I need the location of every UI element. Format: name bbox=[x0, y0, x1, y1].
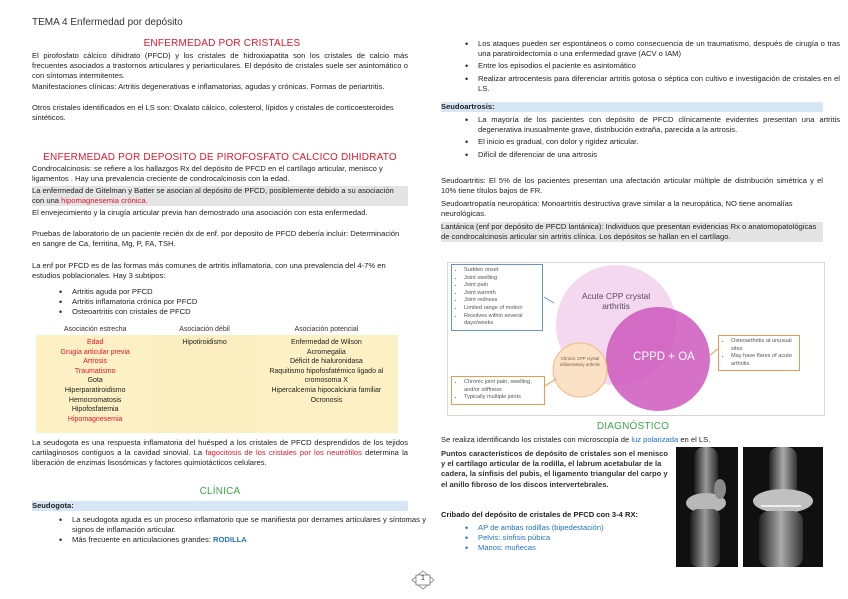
list-item: • La seudogota aguda es un proceso inflamatorio que se manifiesta por derrames articulares y síntomas y signos de inflamación articular. bbox=[72, 515, 426, 535]
strong-association-item: Artrosis bbox=[83, 358, 108, 366]
strong-association-item: Edad bbox=[86, 339, 104, 346]
list-item: • Osteoarthritis at unusual sites bbox=[731, 338, 796, 353]
list-item: • Resolves within several days/weeks bbox=[464, 313, 539, 328]
list-item: • Realizar artrocentesis para diferenciar artritis gotosa o séptica con cultivo e investigación de cristales en el LS. bbox=[478, 74, 840, 94]
potential-association-item: cromosoma X bbox=[304, 377, 348, 385]
subtypes-list bbox=[54, 287, 412, 318]
association-table bbox=[36, 325, 398, 433]
list-item: • Joint warmth bbox=[464, 290, 539, 298]
list-item: • Limited range of motion bbox=[464, 305, 539, 313]
section-title-diagnostico: DIAGNÓSTICO bbox=[596, 421, 670, 432]
potential-association-item: Raquitismo hipofosfatémico ligado al bbox=[269, 367, 384, 375]
list-item: • May have flares of acute arthritis bbox=[731, 353, 796, 368]
list-item: • Sudden onset bbox=[464, 267, 539, 275]
gitelman-paragraph: La enfermedad de Gitelman y Batter se asocian al depósito de PFCD, posiblemente debido a su asociación con una hipomagnesemia crónica. bbox=[32, 186, 408, 206]
lantanica-paragraph: Lantánica (enf por depósito de PFCD lantánica): Individuos que presentan evidencias Rx o anatomopatológicas de condrocalcinosis articular sin artritis clínica. Los depósitos se hallan en el cartílago. bbox=[441, 222, 823, 242]
strong-association-item: Traumatismo bbox=[74, 367, 116, 375]
list-item: • Pelvis: sínfisis púbica bbox=[478, 533, 688, 543]
hipomagnesemia-highlight: hipomagnesemia crónica. bbox=[61, 196, 148, 206]
section-title-pfcd: ENFERMEDAD POR DEPOSITO DE PIROFOSFATO CALCICO DIHIDRATO bbox=[43, 152, 397, 163]
weak-association-cell bbox=[154, 335, 254, 433]
crystals-paragraph-1: El pirofosfato cálcico dihidrato (PFCD) y los cristales de hidroxiapatita son los cristales de calcio más frecuentes asociados a trastornos articulares y periarticulares. El depósito de cristales suele ser asintomático o con síntomas intermitentes. bbox=[32, 51, 408, 81]
strong-association-item: Hemocromatosis bbox=[68, 396, 122, 404]
potential-association-cell bbox=[255, 335, 398, 433]
attacks-list bbox=[460, 39, 840, 94]
list-item: • Joint swelling bbox=[464, 275, 539, 283]
diagnosis-paragraph-1: Se realiza identificando los cristales con microscopía de luz polarizada en el LS. bbox=[441, 435, 711, 444]
list-item: • Manos: muñecas bbox=[478, 543, 688, 553]
aging-paragraph: El envejecimiento y la cirugía articular previa han demostrado una asociación con esta enfermedad. bbox=[32, 208, 368, 217]
strong-association-item: Hipomagnesemia bbox=[67, 415, 123, 423]
seudogota-list bbox=[54, 515, 426, 546]
strong-association-item: Grugía articular previa bbox=[60, 348, 130, 356]
seudoartritis-paragraph: Seudoartritis: El 5% de los pacientes presentan una afectación articular múltiple de distribución simétrica y el 10% tiene títulos bajos de FR. bbox=[441, 176, 823, 196]
list-item: • Artritis inflamatoria crónica por PFCD bbox=[72, 297, 412, 307]
section-title-clinica: CLÍNICA bbox=[199, 486, 241, 497]
potential-association-item: Acromegalia bbox=[306, 348, 346, 356]
list-item: • Más frecuente en articulaciones grandes: RODILLA bbox=[72, 535, 426, 545]
table-header: Asociación débil bbox=[179, 326, 230, 334]
seudoartrosis-list bbox=[460, 115, 840, 160]
potential-association-item: Ocronosis bbox=[310, 396, 343, 404]
list-item: • Typically multiple joints bbox=[464, 394, 541, 402]
potential-association-item: Enfermedad de Wilson bbox=[290, 339, 362, 346]
oa-features-box bbox=[718, 335, 800, 371]
page-number: 1 bbox=[421, 575, 425, 582]
knee-xray-lateral bbox=[676, 447, 738, 567]
chronic-cpp-circle bbox=[553, 343, 607, 397]
diagnosis-paragraph-2: Puntos característicos de depósito de cristales son el menisco y el cartílago articular de la rodilla, el labrum acetabular de la cadera, la sínfisis del pubis, el ligamento triangular del carpo y el anillo fibroso de los discos intervertebrales. bbox=[441, 449, 669, 489]
page-number-badge bbox=[411, 570, 435, 590]
strong-association-item: Hipofosfatemia bbox=[71, 406, 119, 414]
chronic-features-box bbox=[451, 376, 545, 405]
list-item: • El inicio es gradual, con dolor y rigidez articular. bbox=[478, 137, 840, 147]
neuropatica-paragraph: Seudoartropatía neuropática: Monoartritis destructiva grave similar a la neuropática, NO tiene anomalías neurológicas. bbox=[441, 199, 793, 219]
seudogota-heading: Seudogota: bbox=[32, 501, 408, 511]
list-item: • Chronic joint pain, swelling, and/or stiffness bbox=[464, 379, 541, 394]
cppd-venn-diagram bbox=[447, 262, 825, 416]
prevalence-paragraph: La enf por PFCD es de las formas más comunes de artritis inflamatoria, con una prevalencia del 4-7% en estudios poblacionales. Hay 3 subtipos: bbox=[32, 261, 386, 281]
condrocalcinosis-paragraph: Condrocalcinosis: se refiere a los hallazgos Rx del depósito de PFCD en el cartílago articular, menisco y ligamentos . Hay una prevalencia creciente de condrocalcinosis con la edad. bbox=[32, 164, 383, 184]
acute-features-box bbox=[451, 264, 543, 331]
lab-tests-paragraph: Pruebas de laboratorio de un paciente recién dx de enf. por deposito de PFCD debería incluir: Determinación en sangre de Ca, ferritina, Mg, P, FA, TSH. bbox=[32, 229, 400, 249]
acute-cpp-label: Acute CPP crystal arthritis bbox=[581, 291, 651, 311]
list-item: • Joint pain bbox=[464, 282, 539, 290]
strong-association-item: Gota bbox=[87, 377, 103, 385]
list-item: • Difícil de diferenciar de una artrosis bbox=[478, 150, 840, 160]
chronic-cpp-label: Chronic CPP crystal inflammatory arthritis bbox=[560, 356, 600, 367]
table-header: Asociación estrecha bbox=[63, 326, 127, 334]
rx-list bbox=[460, 523, 688, 554]
strong-association-item: Hiperparatiroidismo bbox=[64, 386, 126, 394]
rodilla-highlight: RODILLA bbox=[213, 535, 247, 545]
list-item: • Entre los episodios el paciente es asintomático bbox=[478, 61, 840, 71]
cppd-oa-label: CPPD + OA bbox=[633, 351, 695, 363]
document-title: TEMA 4 Enfermedad por depósito bbox=[32, 17, 183, 28]
list-item: • Osteoartritis con cristales de PFCD bbox=[72, 307, 412, 317]
polarized-light-highlight: luz polarizada bbox=[631, 435, 679, 444]
seudoartrosis-heading: Seudoartrosis: bbox=[441, 102, 823, 112]
potential-association-item: Hipercalcemia hipocalciuria familiar bbox=[271, 386, 382, 394]
list-item: • Joint redness bbox=[464, 297, 539, 305]
potential-association-item: Déficit de hialuronidasa bbox=[289, 358, 363, 366]
list-item: • AP de ambas rodillas (bipedestación) bbox=[478, 523, 688, 533]
list-item: • Los ataques pueden ser espontáneos o como consecuencia de un traumatismo, después de cirugía o tras una paratiroidectomía o una enfermedad grave (ACV o IAM) bbox=[478, 39, 840, 59]
crystals-paragraph-2: Manifestaciones clínicas: Artritis degenerativas e inflamatorias, agudas y crónicas. Formas de periartritis. bbox=[32, 82, 385, 91]
section-title-crystals: ENFERMEDAD POR CRISTALES bbox=[143, 38, 301, 49]
seudogota-paragraph: La seudogota es una respuesta inflamatoria del huésped a los cristales de PFCD desprendidos de los tejidos cartilaginosos contiguos a la cavidad sinovial. La fagocitosis de los cristales por los neutrófilos determina la liberación de enzimas lisosómicas y factores quimiotácticos celulares. bbox=[32, 438, 408, 468]
strong-association-cell bbox=[36, 335, 154, 433]
weak-association-item: Hipotiroidismo bbox=[182, 339, 227, 346]
screening-heading: Cribado del depósito de cristales de PFCD con 3-4 RX: bbox=[441, 510, 639, 519]
knee-xray-ap bbox=[743, 447, 823, 567]
list-item: • Artritis aguda por PFCD bbox=[72, 287, 412, 297]
crystals-paragraph-3: Otros cristales identificados en el LS son: Oxalato cálcico, colesterol, lípidos y cristales de corticoesteroides sintéticos. bbox=[32, 103, 394, 123]
list-item: • La mayoría de los pacientes con depósito de PFCD clínicamente evidentes presentan una artritis degenerativa inusualmente grave, distribución extraña, parecida a la artrosis. bbox=[478, 115, 840, 135]
fagocitosis-highlight: fagocitosis de los cristales por los neutrófilos bbox=[205, 448, 362, 458]
table-header: Asociación potencial bbox=[294, 326, 359, 334]
